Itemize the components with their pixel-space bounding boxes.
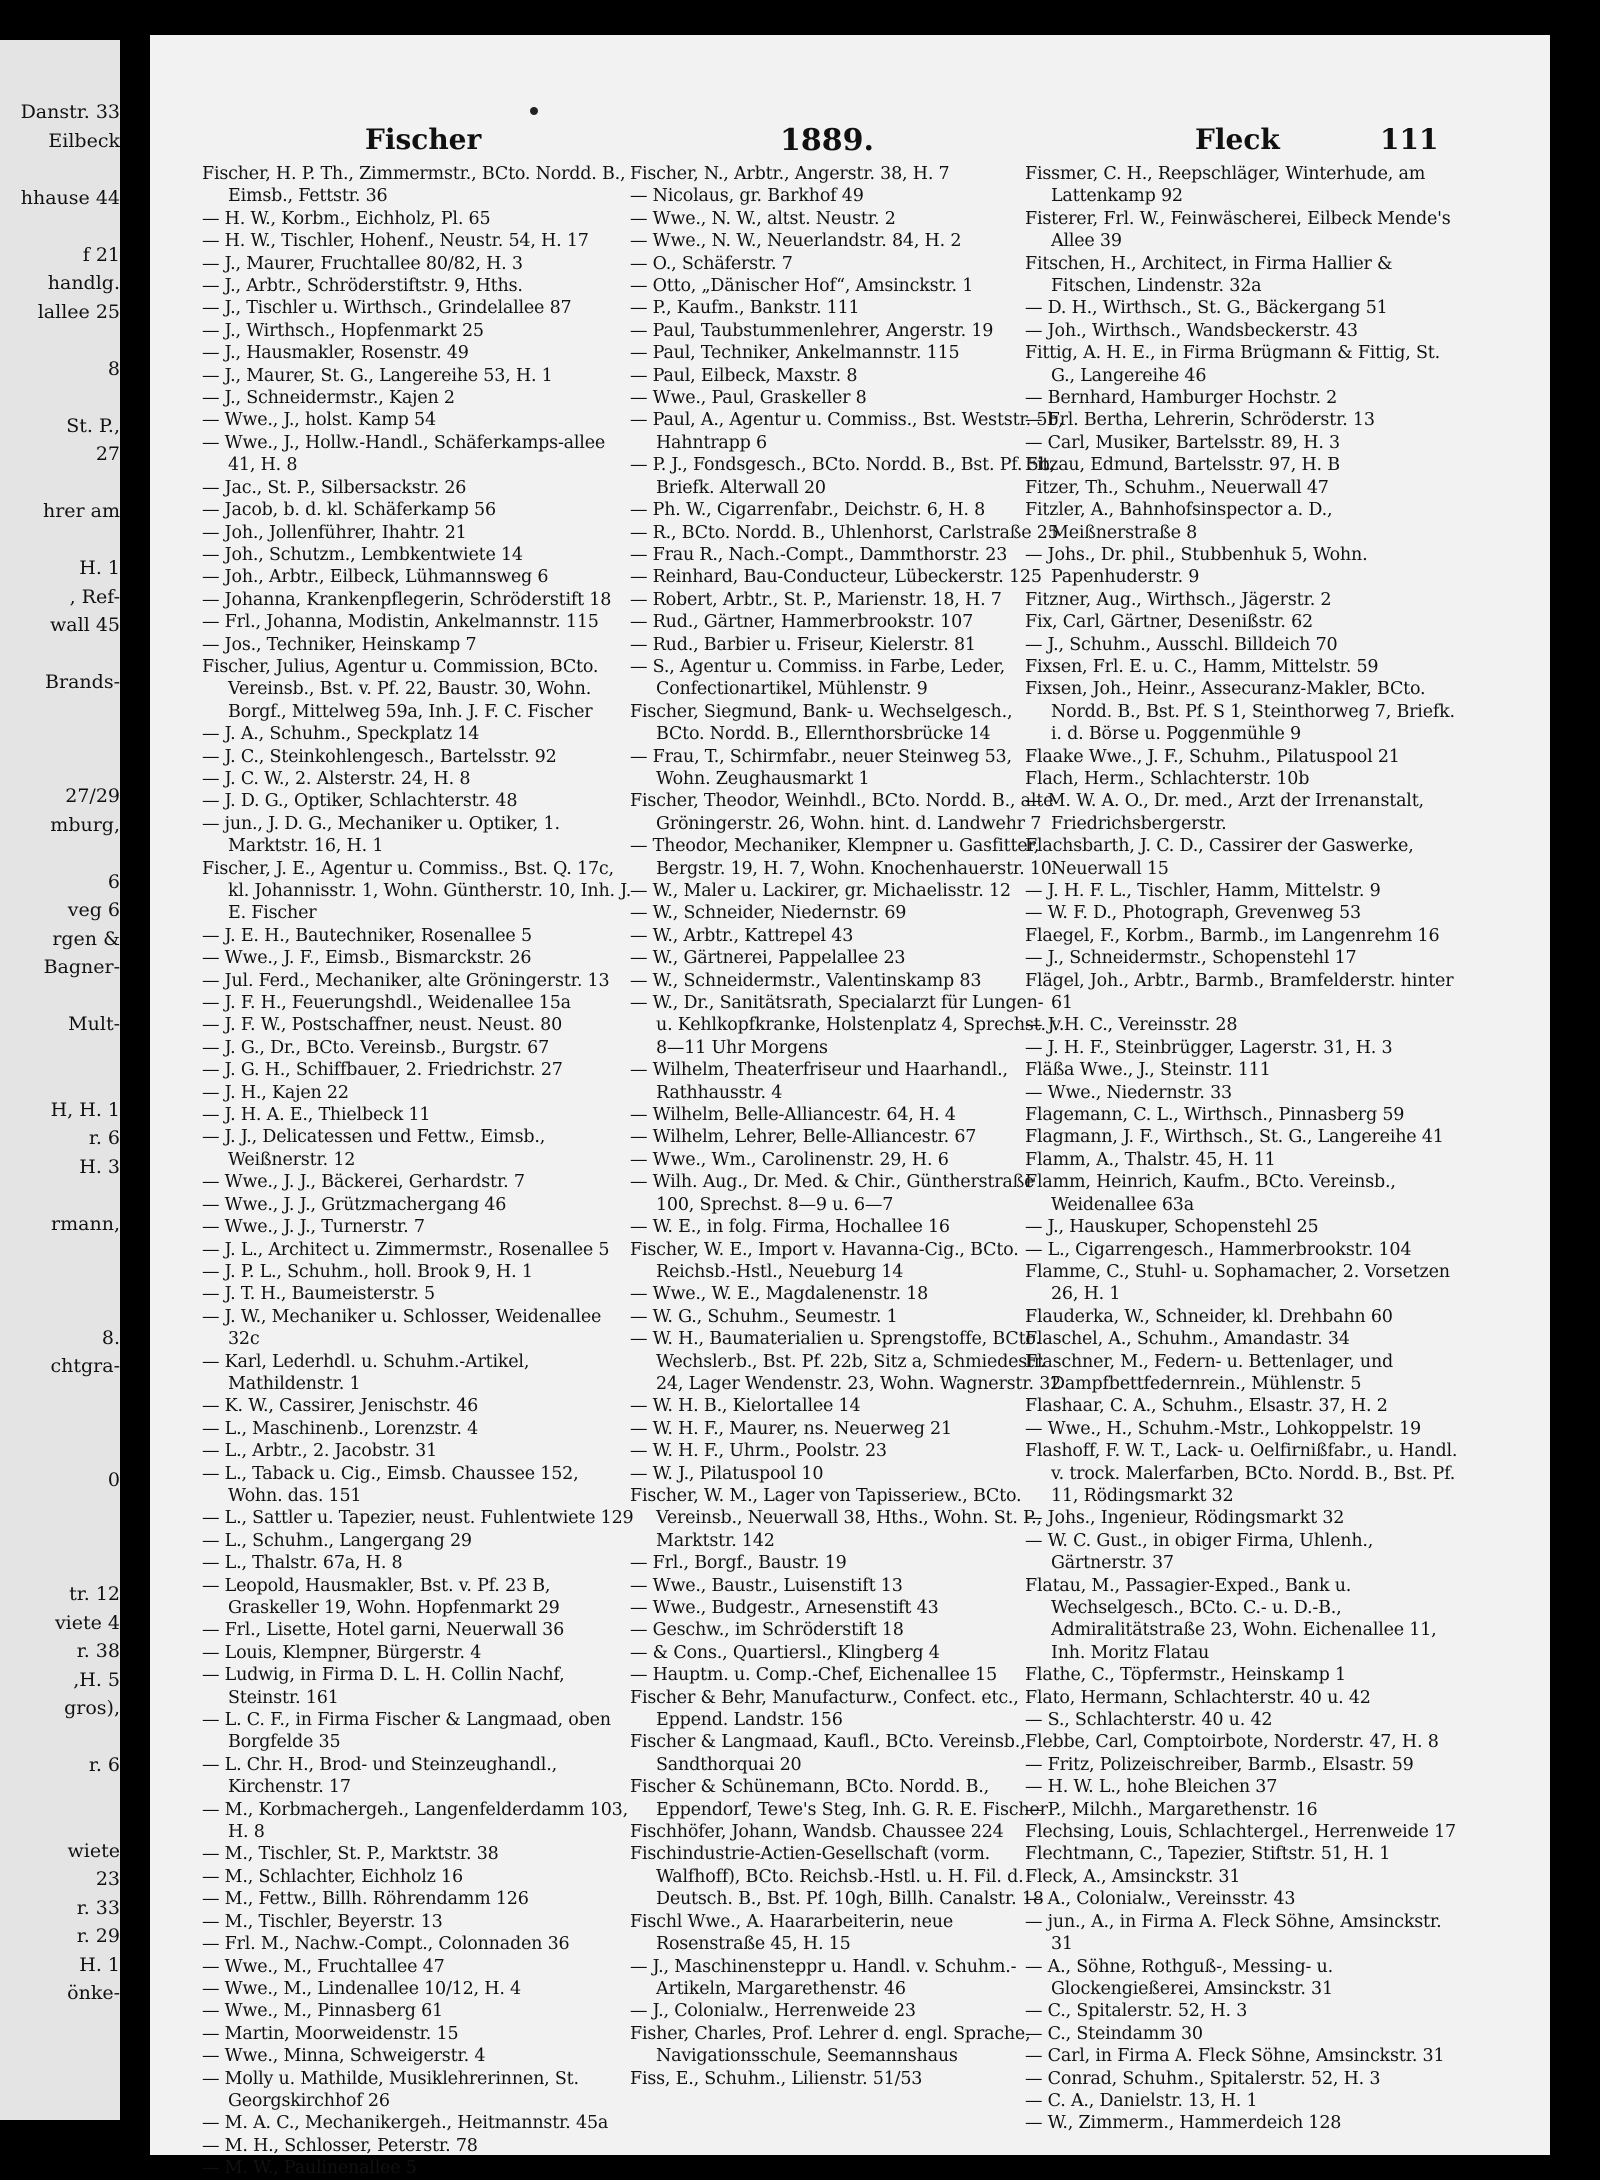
directory-entry: — Bernhard, Hamburger Hochstr. 2 <box>1025 388 1338 409</box>
facing-page-line: f 21 <box>82 243 120 266</box>
directory-entry: — J., Schneidermstr., Kajen 2 <box>202 388 455 409</box>
directory-entry: — Wilh. Aug., Dr. Med. & Chir., Güntherstraße 100, Sprechst. 8—9 u. 6—7 <box>630 1172 1035 1215</box>
directory-entry: — R., BCto. Nordd. B., Uhlenhorst, Carlstraße 25 <box>630 522 1059 543</box>
directory-entry: — L., Taback u. Cig., Eimsb. Chaussee 152, Wohn. das. 151 <box>202 1463 579 1506</box>
directory-entry: Flägel, Joh., Arbtr., Barmb., Bramfelderstr. hinter 61 <box>1025 970 1454 1014</box>
directory-entry: Fläßa Wwe., J., Steinstr. 111 <box>1025 1060 1271 1081</box>
directory-entry: — J. H. F. L., Tischler, Hamm, Mittelstr. 9 <box>1025 881 1381 901</box>
facing-page-line: hrer am <box>42 500 120 522</box>
directory-entry: — J. H. C., Vereinsstr. 28 <box>1025 1015 1238 1036</box>
directory-entry: Flachsbarth, J. C. D., Cassirer der Gaswerke, Neuerwall 15 <box>1025 836 1414 879</box>
directory-entry: Flaegel, F., Korbm., Barmb., im Langenrehm 16 <box>1025 925 1440 946</box>
directory-entry: — P., Milchh., Margarethenstr. 16 <box>1025 1799 1318 1820</box>
directory-entry: — Molly u. Mathilde, Musiklehrerinnen, St. Georgskirchhof 26 <box>202 2068 579 2111</box>
directory-entry: — & Cons., Quartiersl., Klingberg 4 <box>630 1642 940 1663</box>
directory-entry: Flebbe, Carl, Comptoirbote, Norderstr. 47, H. 8 <box>1025 1732 1439 1753</box>
directory-entry: — Ph. W., Cigarrenfabr., Deichstr. 6, H. 8 <box>630 500 986 521</box>
directory-entry: Fischer & Langmaad, Kaufl., BCto. Vereinsb., Sandthorquai 20 <box>630 1732 1026 1775</box>
directory-entry: — W. E., in folg. Firma, Hochallee 16 <box>630 1217 950 1238</box>
directory-entry: Flechsing, Louis, Schlachtergel., Herrenweide 17 <box>1025 1822 1456 1843</box>
directory-entry: Fischer, N., Arbtr., Angerstr. 38, H. 7 <box>630 164 950 184</box>
directory-entry: — J. G. H., Schiffbauer, 2. Friedrichstr. 27 <box>202 1060 563 1081</box>
directory-entry: Fitzner, Aug., Wirthsch., Jägerstr. 2 <box>1025 589 1332 610</box>
directory-entry: — J., Colonialw., Herrenweide 23 <box>630 2001 916 2022</box>
directory-entry: — Joh., Wirthsch., Wandsbeckerstr. 43 <box>1025 320 1358 341</box>
directory-entry: Flagemann, C. L., Wirthsch., Pinnasberg 59 <box>1025 1105 1405 1126</box>
directory-entry: — Reinhard, Bau-Conducteur, Lübeckerstr. 125 <box>630 567 1042 588</box>
directory-page <box>150 35 1550 2179</box>
directory-entry: — W. H. F., Uhrm., Poolstr. 23 <box>630 1441 887 1462</box>
directory-entry: — J. C. W., 2. Alsterstr. 24, H. 8 <box>202 768 471 789</box>
facing-page-line: rmann, <box>51 1212 120 1235</box>
directory-entry: — W., Arbtr., Kattrepel 43 <box>630 925 854 946</box>
directory-entry: — Wwe., Niedernstr. 33 <box>1025 1082 1232 1103</box>
directory-entry: — J. T. H., Baumeisterstr. 5 <box>202 1284 435 1305</box>
directory-entry: — W. F. D., Photograph, Grevenweg 53 <box>1025 903 1361 924</box>
facing-page-line: r. 6 <box>88 1127 120 1149</box>
directory-entry: — Frl. Bertha, Lehrerin, Schröderstr. 13 <box>1025 410 1375 431</box>
directory-entry: — Paul, A., Agentur u. Commiss., Bst. Weststr. 5b, Hahntrapp 6 <box>630 410 1064 453</box>
directory-entry: — J. H., Kajen 22 <box>202 1082 349 1103</box>
directory-entry: Fixsen, Joh., Heinr., Assecuranz-Makler, BCto. Nordd. B., Bst. Pf. S 1, Steinthorweg 7, Briefk. i. d. Börse u. Poggenmühle 9 <box>1025 679 1455 745</box>
print-mark <box>530 107 538 115</box>
directory-entry: Fleck, A., Amsinckstr. 31 <box>1025 1866 1241 1887</box>
directory-entry: Fisher, Charles, Prof. Lehrer d. engl. Sprache, Navigationsschule, Seemannshaus <box>630 2023 1031 2067</box>
directory-entry: — Wwe., N. W., Neuerlandstr. 84, H. 2 <box>630 231 962 252</box>
directory-entry: — M., Fettw., Billh. Röhrendamm 126 <box>202 1889 529 1910</box>
directory-entry: — C., Spitalerstr. 52, H. 3 <box>1025 2001 1248 2022</box>
directory-entry: — Conrad, Schuhm., Spitalerstr. 52, H. 3 <box>1025 2068 1381 2089</box>
facing-page-line: 8 <box>107 357 120 380</box>
directory-entry: Fischindustrie-Actien-Gesellschaft (vorm. Walfhoff), BCto. Reichsb.-Hstl. u. H. Fil. d. Deutsch. B., Bst. Pf. 10gh, Billh. Canalstr. 18 <box>630 1844 1044 1910</box>
directory-entry: — Wwe., J. J., Turnerstr. 7 <box>202 1217 425 1238</box>
directory-entry: — Wwe., Minna, Schweigerstr. 4 <box>202 2046 486 2067</box>
directory-entry: — L., Schuhm., Langergang 29 <box>202 1530 472 1551</box>
directory-entry: — A., Colonialw., Vereinsstr. 43 <box>1025 1889 1296 1910</box>
directory-entry: — Carl, in Firma A. Fleck Söhne, Amsinckstr. 31 <box>1025 2046 1445 2067</box>
column-3 <box>1025 163 1460 2134</box>
directory-entry: — H. W., Korbm., Eichholz, Pl. 65 <box>202 208 491 229</box>
facing-page-line: Bagner- <box>43 956 120 978</box>
directory-entry: Fixsen, Frl. E. u. C., Hamm, Mittelstr. 59 <box>1025 656 1379 677</box>
directory-entry: — W., Maler u. Lackirer, gr. Michaelisstr. 12 <box>630 881 1011 901</box>
directory-entry: — Paul, Taubstummenlehrer, Angerstr. 19 <box>630 320 994 341</box>
header-left-keyword: Fischer <box>365 123 482 156</box>
directory-entry: — Wwe., J., Hollw.-Handl., Schäferkamps-allee 41, H. 8 <box>202 432 606 476</box>
directory-entry: — P., Kaufm., Bankstr. 111 <box>630 298 860 319</box>
directory-entry: — H. W., Tischler, Hohenf., Neustr. 54, H. 17 <box>202 231 589 252</box>
directory-entry: — J. F. W., Postschaffner, neust. Neust. 80 <box>202 1015 563 1036</box>
directory-entry: — Ludwig, in Firma D. L. H. Collin Nachf, Steinstr. 161 <box>202 1665 565 1708</box>
facing-page-line: r. 29 <box>76 1925 120 1947</box>
facing-page-line: handlg. <box>47 272 120 294</box>
directory-entry: Flathe, C., Töpfermstr., Heinskamp 1 <box>1025 1665 1346 1686</box>
directory-entry: Fitschen, H., Architect, in Firma Hallier & Fitschen, Lindenstr. 32a <box>1025 253 1393 297</box>
directory-entry: — Frau, T., Schirmfabr., neuer Steinweg 53, Wohn. Zeughausmarkt 1 <box>630 746 1012 789</box>
facing-page-line: Danstr. 33 <box>20 101 120 123</box>
facing-page-line: 23 <box>95 1868 120 1890</box>
facing-page-line: rgen & <box>52 927 120 950</box>
directory-entry: — Wwe., J. J., Grützmachergang 46 <box>202 1194 507 1215</box>
directory-entry: Fischer, W. E., Import v. Havanna-Cig., BCto. Reichsb.-Hstl., Neueburg 14 <box>630 1239 1019 1282</box>
directory-entry: — Jac., St. P., Silbersackstr. 26 <box>202 477 467 498</box>
directory-entry: — Wwe., Baustr., Luisenstift 13 <box>630 1575 903 1596</box>
directory-entry: Fischer, Siegmund, Bank- u. Wechselgesch., BCto. Nordd. B., Ellernthorsbrücke 14 <box>630 701 1013 745</box>
directory-entry: — P. J., Fondsgesch., BCto. Nordd. B., Bst. Pf. 5b, Briefk. Alterwall 20 <box>630 455 1055 498</box>
directory-entry: — W. J., Pilatuspool 10 <box>630 1463 824 1484</box>
facing-page-line: H. 1 <box>79 1953 120 1976</box>
directory-entry: — J. L., Architect u. Zimmermstr., Rosenallee 5 <box>202 1239 610 1260</box>
directory-entry: — Frl., Lisette, Hotel garni, Neuerwall 36 <box>202 1620 564 1641</box>
directory-entry: — C., Steindamm 30 <box>1025 2023 1203 2044</box>
directory-entry: — Frau R., Nach.-Compt., Dammthorstr. 23 <box>630 544 1008 565</box>
directory-entry: Flamm, A., Thalstr. 45, H. 11 <box>1025 1149 1276 1170</box>
directory-entry: Flagmann, J. F., Wirthsch., St. G., Langereihe 41 <box>1025 1127 1444 1148</box>
directory-entry: — Wwe., J. J., Bäckerei, Gerhardstr. 7 <box>202 1172 525 1193</box>
directory-entry: — D. H., Wirthsch., St. G., Bäckergang 51 <box>1025 298 1388 319</box>
directory-entry: — Jacob, b. d. kl. Schäferkamp 56 <box>202 500 496 521</box>
directory-entry: — L., Cigarrengesch., Hammerbrookstr. 104 <box>1025 1239 1412 1260</box>
directory-entry: — Wwe., Paul, Graskeller 8 <box>630 388 867 409</box>
directory-entry: — L., Thalstr. 67a, H. 8 <box>202 1553 403 1574</box>
directory-entry: — W., Schneider, Niedernstr. 69 <box>630 903 907 924</box>
directory-entry: — Wwe., W. E., Magdalenenstr. 18 <box>630 1284 929 1305</box>
directory-entry: — J. W., Mechaniker u. Schlosser, Weidenallee 32c <box>202 1306 602 1350</box>
directory-entry: Fischer & Schünemann, BCto. Nordd. B., Eppendorf, Tewe's Steg, Inh. G. R. E. Fischer <box>630 1777 1048 1820</box>
facing-page-line: 0 <box>107 1469 120 1491</box>
directory-entry: — J., Schneidermstr., Schopenstehl 17 <box>1025 948 1357 969</box>
directory-entry: Fischer, H. P. Th., Zimmermstr., BCto. Nordd. B., Eimsb., Fettstr. 36 <box>202 164 626 207</box>
directory-entry: — J. H. A. E., Thielbeck 11 <box>202 1105 431 1126</box>
facing-page-line: lallee 25 <box>37 300 120 323</box>
directory-entry: — W. G., Schuhm., Seumestr. 1 <box>630 1306 898 1327</box>
facing-page-line: H. 3 <box>79 1155 120 1178</box>
directory-entry: — M., Korbmachergeh., Langenfelderdamm 103, H. 8 <box>202 1799 628 1843</box>
page-header <box>150 117 1550 157</box>
directory-entry: Flatau, M., Passagier-Exped., Bank u. Wechselgesch., BCto. C.- u. D.-B., Admiralitätstraße 23, Wohn. Eichenallee 11, Inh. Moritz Flatau <box>1025 1575 1437 1663</box>
directory-entry: Flauderka, W., Schneider, kl. Drehbahn 60 <box>1025 1306 1393 1327</box>
directory-entry: — K. W., Cassirer, Jenischstr. 46 <box>202 1396 479 1417</box>
directory-entry: — W., Gärtnerei, Pappelallee 23 <box>630 948 906 969</box>
directory-entry: — Frl. M., Nachw.-Compt., Colonnaden 36 <box>202 1934 570 1955</box>
directory-entry: — W., Dr., Sanitätsrath, Specialarzt für Lungen- u. Kehlkopfkranke, Holstenplatz 4, Sprechst. v. 8—11 Uhr Morgens <box>630 993 1065 1058</box>
directory-entry: — O., Schäferstr. 7 <box>630 253 793 274</box>
directory-entry: — Frl., Borgf., Baustr. 19 <box>630 1553 847 1574</box>
directory-entry: — Louis, Klempner, Bürgerstr. 4 <box>202 1642 482 1663</box>
directory-entry: — M., Schlachter, Eichholz 16 <box>202 1866 463 1887</box>
directory-entry: — Otto, „Dänischer Hof“, Amsinckstr. 1 <box>630 276 974 297</box>
directory-entry: Flashaar, C. A., Schuhm., Elsastr. 37, H. 2 <box>1025 1396 1388 1417</box>
directory-entry: Fix, Carl, Gärtner, Desenißstr. 62 <box>1025 612 1313 633</box>
directory-entry: — M. W., Paulinenallee 5 <box>202 2158 417 2179</box>
directory-entry: — W. H. B., Kielortallee 14 <box>630 1396 861 1417</box>
facing-page-line: r. 33 <box>76 1896 120 1919</box>
directory-entry: — Wwe., M., Pinnasberg 61 <box>202 2001 443 2022</box>
directory-entry: — Leopold, Hausmakler, Bst. v. Pf. 23 B, Graskeller 19, Wohn. Hopfenmarkt 29 <box>202 1575 560 1618</box>
facing-page-line: 27/29 <box>65 785 120 807</box>
directory-entry: — J. H. F., Steinbrügger, Lagerstr. 31, H. 3 <box>1025 1037 1393 1058</box>
directory-entry: Flashoff, F. W. T., Lack- u. Oelfirnißfabr., u. Handl. v. trock. Malerfarben, BCto. Nordd. B., Bst. Pf. 11, Rödingsmarkt 32 <box>1025 1441 1458 1506</box>
directory-entry: Fischer, Theodor, Weinhdl., BCto. Nordd. B., alte Gröningerstr. 26, Wohn. hint. d. Landwehr 7 <box>630 791 1054 834</box>
directory-entry: — J., Maschinensteppr u. Handl. v. Schuhm.-Artikeln, Margarethenstr. 46 <box>630 1956 1017 1999</box>
directory-entry: — L. Chr. H., Brod- und Steinzeughandl., Kirchenstr. 17 <box>202 1754 557 1798</box>
directory-entry: — M. H., Schlosser, Peterstr. 78 <box>202 2135 478 2156</box>
directory-entry: — Wilhelm, Lehrer, Belle-Alliancestr. 67 <box>630 1127 977 1148</box>
directory-entry: Fissmer, C. H., Reepschläger, Winterhude, am Lattenkamp 92 <box>1025 164 1426 207</box>
directory-entry: — L., Maschinenb., Lorenzstr. 4 <box>202 1418 479 1439</box>
facing-page-line: wiete <box>67 1839 120 1862</box>
facing-page-line: ,H. 5 <box>73 1668 120 1691</box>
directory-entry: Fischhöfer, Johann, Wandsb. Chaussee 224 <box>630 1822 1004 1843</box>
page-number: 111 <box>1380 123 1439 156</box>
directory-entry: — J., Hausmakler, Rosenstr. 49 <box>202 343 469 364</box>
directory-entry: Fischl Wwe., A. Haararbeiterin, neue Rosenstraße 45, H. 15 <box>630 1911 953 1955</box>
directory-entry: — Joh., Schutzm., Lembkentwiete 14 <box>202 544 523 565</box>
directory-entry: — Frl., Johanna, Modistin, Ankelmannstr. 115 <box>202 612 599 633</box>
directory-entry: — Wilhelm, Belle-Alliancestr. 64, H. 4 <box>630 1105 956 1126</box>
facing-page-line: veg 6 <box>67 899 120 921</box>
directory-entry: — J. G., Dr., BCto. Vereinsb., Burgstr. 67 <box>202 1037 550 1058</box>
directory-entry: — Karl, Lederhdl. u. Schuhm.-Artikel, Mathildenstr. 1 <box>202 1351 530 1394</box>
directory-entry: — Martin, Moorweidenstr. 15 <box>202 2023 459 2044</box>
facing-page-line: H, H. 1 <box>50 1098 120 1121</box>
facing-page-line: 8. <box>101 1326 120 1349</box>
directory-entry: — Jul. Ferd., Mechaniker, alte Gröningerstr. 13 <box>202 970 610 991</box>
directory-entry: — Robert, Arbtr., St. P., Marienstr. 18, H. 7 <box>630 589 1002 610</box>
facing-page-line: , Ref- <box>69 585 120 608</box>
directory-entry: Fitzau, Edmund, Bartelsstr. 97, H. B <box>1025 455 1340 476</box>
directory-entry: Flamme, C., Stuhl- u. Sophamacher, 2. Vorsetzen 26, H. 1 <box>1025 1261 1450 1305</box>
directory-entry: Flaschner, M., Federn- u. Bettenlager, und Dampfbettfedernrein., Mühlenstr. 5 <box>1025 1351 1394 1394</box>
directory-entry: Fiss, E., Schuhm., Lilienstr. 51/53 <box>630 2068 923 2089</box>
directory-entry: Flechtmann, C., Tapezier, Stiftstr. 51, H. 1 <box>1025 1844 1391 1865</box>
directory-entry: — Rud., Gärtner, Hammerbrookstr. 107 <box>630 612 974 633</box>
directory-entry: — Paul, Eilbeck, Maxstr. 8 <box>630 365 858 386</box>
directory-entry: Fischer & Behr, Manufacturw., Confect. etc., Eppend. Landstr. 156 <box>630 1687 1019 1731</box>
directory-entry: — J., Arbtr., Schröderstiftstr. 9, Hths. <box>202 276 523 297</box>
facing-page-line: viete 4 <box>54 1611 120 1634</box>
facing-page-line: wall 45 <box>50 614 120 636</box>
directory-entry: — Carl, Musiker, Bartelsstr. 89, H. 3 <box>1025 432 1340 453</box>
facing-page-line: St. P., <box>66 414 120 437</box>
directory-entry: — J. P. L., Schuhm., holl. Brook 9, H. 1 <box>202 1261 533 1282</box>
directory-entry: — Nicolaus, gr. Barkhof 49 <box>630 186 864 207</box>
directory-entry: — H. W. L., hohe Bleichen 37 <box>1025 1777 1278 1798</box>
directory-entry: — L., Arbtr., 2. Jacobstr. 31 <box>202 1441 438 1462</box>
directory-entry: — W., Zimmerm., Hammerdeich 128 <box>1025 2113 1342 2134</box>
directory-entry: — Wwe., M., Fruchtallee 47 <box>202 1956 445 1977</box>
directory-entry: — Geschw., im Schröderstift 18 <box>630 1620 904 1641</box>
facing-page-line: Eilbeck <box>48 129 120 152</box>
directory-entry: Fischer, Julius, Agentur u. Commission, BCto. Vereinsb., Bst. v. Pf. 22, Baustr. 30, Wohn. Borgf., Mittelweg 59a, Inh. J. F. C. Fischer <box>202 656 599 722</box>
directory-entry: — J., Maurer, St. G., Langereihe 53, H. 1 <box>202 365 553 386</box>
facing-page-line: Brands- <box>45 671 120 693</box>
directory-entry: — Johanna, Krankenpflegerin, Schröderstift 18 <box>202 589 612 610</box>
directory-entry: — Rud., Barbier u. Friseur, Kielerstr. 81 <box>630 634 976 655</box>
facing-page-line: Mult- <box>68 1013 120 1035</box>
directory-entry: Fisterer, Frl. W., Feinwäscherei, Eilbeck Mende's Allee 39 <box>1025 208 1451 252</box>
directory-entry: Fischer, W. M., Lager von Tapisseriew., BCto. Vereinsb., Neuerwall 38, Hths., Wohn. St. P., Marktstr. 142 <box>630 1485 1042 1551</box>
header-year: 1889. <box>780 123 874 158</box>
directory-entry: — Johs., Dr. phil., Stubbenhuk 5, Wohn. Papenhuderstr. 9 <box>1025 544 1368 588</box>
directory-entry: — W., Schneidermstr., Valentinskamp 83 <box>630 970 982 991</box>
facing-page-line: H. 1 <box>79 557 120 579</box>
directory-entry: — Wwe., Wm., Carolinenstr. 29, H. 6 <box>630 1149 949 1170</box>
facing-page-line: r. 38 <box>76 1640 120 1662</box>
directory-entry: — Wwe., M., Lindenallee 10/12, H. 4 <box>202 1978 521 1999</box>
directory-entry: — J. D. G., Optiker, Schlachterstr. 48 <box>202 791 518 812</box>
directory-entry: — W. H., Baumaterialien u. Sprengstoffe, BCto. Wechslerb., Bst. Pf. 22b, Sitz a, Schmiedestr. 24, Lager Wendenstr. 23, Wohn. Wagnerstr. 32 <box>630 1329 1062 1394</box>
directory-entry: — M. A. C., Mechanikergeh., Heitmannstr. 45a <box>202 2113 609 2134</box>
directory-entry: — L. C. F., in Firma Fischer & Langmaad, oben Borgfelde 35 <box>202 1710 611 1753</box>
directory-entry: — J. J., Delicatessen und Fettw., Eimsb., Weißnerstr. 12 <box>202 1127 546 1170</box>
directory-entry: — A., Söhne, Rothguß-, Messing- u. Glockengießerei, Amsinckstr. 31 <box>1025 1956 1333 1999</box>
facing-page-line: önke- <box>67 1982 120 2004</box>
directory-entry: — J., Wirthsch., Hopfenmarkt 25 <box>202 320 484 341</box>
directory-entry: — Wwe., Budgestr., Arnesenstift 43 <box>630 1598 939 1618</box>
directory-entry: Flaake Wwe., J. F., Schuhm., Pilatuspool 21 <box>1025 746 1400 767</box>
facing-page-line: gros), <box>64 1697 120 1719</box>
header-right-keyword: Fleck <box>1195 123 1280 156</box>
directory-entry: — Theodor, Mechaniker, Klempner u. Gasfitter, Bergstr. 19, H. 7, Wohn. Knochenhauerstr. 10 <box>630 836 1052 879</box>
facing-page-line: tr. 12 <box>69 1583 120 1605</box>
directory-entry: — Wwe., J., holst. Kamp 54 <box>202 410 436 431</box>
directory-entry: — J. A., Schuhm., Speckplatz 14 <box>202 724 480 745</box>
directory-entry: — Johs., Ingenieur, Rödingsmarkt 32 <box>1025 1508 1345 1529</box>
facing-page-line: 27 <box>95 443 120 465</box>
facing-page-line: mburg, <box>50 813 120 836</box>
directory-entry: — M., Tischler, St. P., Marktstr. 38 <box>202 1844 499 1865</box>
directory-entry: — Fritz, Polizeischreiber, Barmb., Elsastr. 59 <box>1025 1754 1414 1775</box>
facing-page-line: r. 6 <box>88 1754 120 1776</box>
facing-page-line: hhause 44 <box>20 186 120 209</box>
directory-entry: — M. W. A. O., Dr. med., Arzt der Irrenanstalt, Friedrichsbergerstr. <box>1025 791 1424 834</box>
directory-entry: — W. C. Gust., in obiger Firma, Uhlenh., Gärtnerstr. 37 <box>1025 1530 1374 1574</box>
column-2 <box>630 163 1065 2123</box>
directory-entry: — Wwe., N. W., altst. Neustr. 2 <box>630 208 896 229</box>
directory-entry: — S., Schlachterstr. 40 u. 42 <box>1025 1710 1273 1731</box>
facing-page-fragment <box>0 40 120 2120</box>
directory-entry: — S., Agentur u. Commiss. in Farbe, Leder, Confectionartikel, Mühlenstr. 9 <box>630 656 1006 700</box>
directory-entry: — jun., A., in Firma A. Fleck Söhne, Amsinckstr. 31 <box>1025 1911 1442 1955</box>
facing-page-line: 6 <box>107 870 120 893</box>
directory-entry: — Joh., Jollenführer, Ihahtr. 21 <box>202 522 467 543</box>
directory-entry: Flach, Herm., Schlachterstr. 10b <box>1025 768 1310 789</box>
directory-entry: — L., Sattler u. Tapezier, neust. Fuhlentwiete 129 <box>202 1508 634 1529</box>
directory-entry: — Wilhelm, Theaterfriseur und Haarhandl., Rathhausstr. 4 <box>630 1060 1008 1103</box>
directory-entry: — J., Schuhm., Ausschl. Billdeich 70 <box>1025 634 1338 655</box>
directory-entry: — J. C., Steinkohlengesch., Bartelsstr. 92 <box>202 746 557 767</box>
directory-entry: Fitzer, Th., Schuhm., Neuerwall 47 <box>1025 477 1329 498</box>
directory-entry: — J. F. H., Feuerungshdl., Weidenallee 15a <box>202 993 571 1014</box>
directory-entry: Fischer, J. E., Agentur u. Commiss., Bst. Q. 17c, kl. Johannisstr. 1, Wohn. Güntherstr. 10, Inh. J. E. Fischer <box>202 858 632 924</box>
directory-entry: — C. A., Danielstr. 13, H. 1 <box>1025 2090 1258 2111</box>
directory-entry: — W. H. F., Maurer, ns. Neuerweg 21 <box>630 1418 952 1439</box>
directory-entry: Flamm, Heinrich, Kaufm., BCto. Vereinsb., Weidenallee 63a <box>1025 1172 1396 1215</box>
directory-entry: — J. E. H., Bautechniker, Rosenallee 5 <box>202 925 532 946</box>
facing-page-line: chtgra- <box>50 1355 120 1377</box>
directory-entry: — Paul, Techniker, Ankelmannstr. 115 <box>630 343 960 364</box>
directory-entry: — J., Maurer, Fruchtallee 80/82, H. 3 <box>202 253 523 274</box>
directory-entry: Fitzler, A., Bahnhofsinspector a. D., Meißnerstraße 8 <box>1025 500 1333 543</box>
directory-entry: — Hauptm. u. Comp.-Chef, Eichenallee 15 <box>630 1665 998 1686</box>
column-1 <box>202 163 637 2179</box>
directory-entry: — J., Hauskuper, Schopenstehl 25 <box>1025 1217 1319 1238</box>
directory-entry: — Jos., Techniker, Heinskamp 7 <box>202 634 477 655</box>
directory-entry: Flaschel, A., Schuhm., Amandastr. 34 <box>1025 1329 1350 1350</box>
directory-entry: — Joh., Arbtr., Eilbeck, Lühmannsweg 6 <box>202 567 549 588</box>
directory-entry: Fittig, A. H. E., in Firma Brügmann & Fittig, St. G., Langereihe 46 <box>1025 343 1440 386</box>
directory-entry: Flato, Hermann, Schlachterstr. 40 u. 42 <box>1025 1687 1371 1708</box>
directory-entry: — Wwe., H., Schuhm.-Mstr., Lohkoppelstr. 19 <box>1025 1418 1421 1439</box>
directory-entry: — M., Tischler, Beyerstr. 13 <box>202 1911 443 1932</box>
directory-entry: — J., Tischler u. Wirthsch., Grindelallee 87 <box>202 298 572 319</box>
directory-entry: — jun., J. D. G., Mechaniker u. Optiker, 1. Marktstr. 16, H. 1 <box>202 813 560 857</box>
directory-entry: — Wwe., J. F., Eimsb., Bismarckstr. 26 <box>202 948 532 969</box>
